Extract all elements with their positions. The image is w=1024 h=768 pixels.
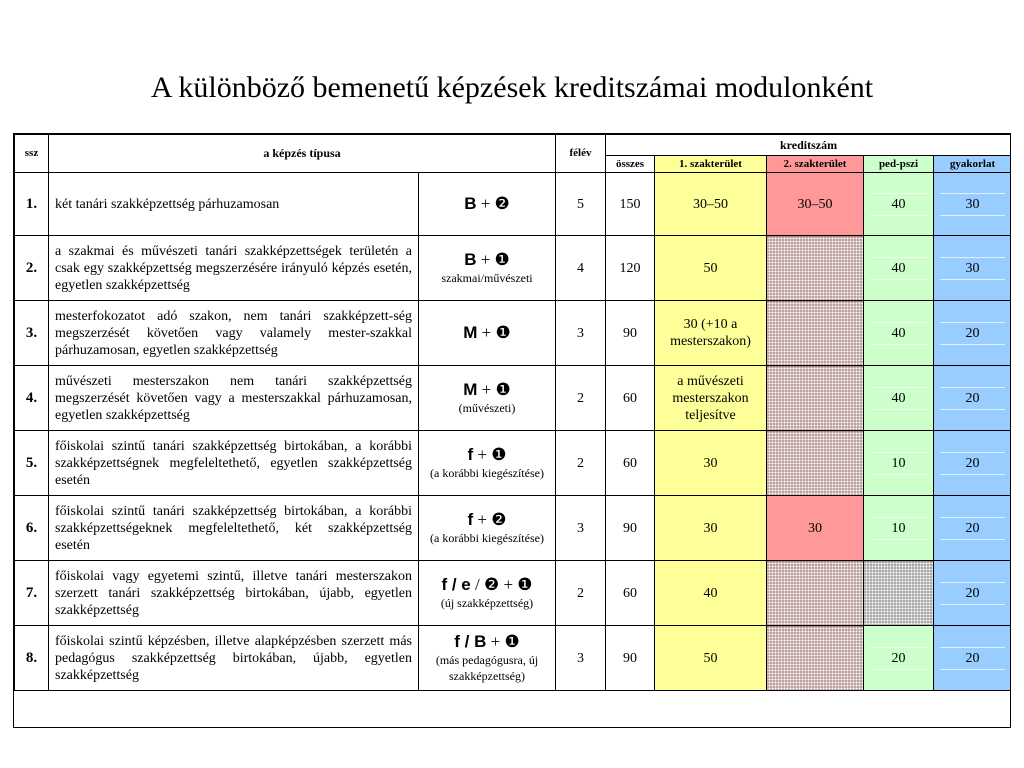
semester-count: 5 — [556, 173, 606, 236]
module-code-letter: B — [464, 250, 477, 269]
module-code-count: + ❷ — [473, 510, 507, 529]
credit-gyakorlat-value: 20 — [940, 322, 1005, 345]
credit-szakterulet-2 — [767, 626, 864, 691]
credit-gyakorlat — [934, 561, 1012, 626]
credit-szakterulet-1 — [655, 366, 767, 431]
module-code-note: (új szakképzettség) — [440, 596, 534, 610]
module-code — [419, 301, 556, 366]
semester-count: 2 — [556, 561, 606, 626]
credit-total: 120 — [606, 236, 655, 301]
credit-gyakorlat-value: 20 — [940, 582, 1005, 605]
training-type-description: főiskolai szintű tanári szakképzettség birtokában, a korábbi szakképzettségeknek megfeleltethető, két szakképzettség esetén — [49, 496, 419, 561]
credit-szakterulet-1-value: 30 (+10 a mesterszakon) — [670, 317, 751, 349]
table-row — [15, 626, 1012, 691]
credit-gyakorlat — [934, 431, 1012, 496]
credit-gyakorlat-value: 20 — [940, 452, 1005, 475]
module-code — [419, 496, 556, 561]
credit-ped-pszi-value: 40 — [870, 387, 928, 410]
semester-count: 3 — [556, 496, 606, 561]
semester-count: 4 — [556, 236, 606, 301]
module-code-note: (más pedagógusra, új szakképzettség) — [435, 653, 539, 683]
module-code-letter: f / e — [441, 575, 471, 594]
module-code-letter: M — [463, 380, 478, 399]
module-code-main — [419, 194, 555, 214]
module-code — [419, 236, 556, 301]
module-code-main — [419, 445, 555, 465]
credit-table — [14, 134, 1011, 691]
module-code-main — [419, 510, 555, 530]
credit-szakterulet-1 — [655, 236, 767, 301]
semester-count: 3 — [556, 301, 606, 366]
credit-gyakorlat — [934, 496, 1012, 561]
header-felev: félév — [556, 135, 606, 173]
row-number: 8. — [15, 626, 49, 691]
table-row — [15, 236, 1012, 301]
table-row — [15, 301, 1012, 366]
credit-ped-pszi-value: 10 — [870, 517, 928, 540]
row-number: 5. — [15, 431, 49, 496]
row-number: 6. — [15, 496, 49, 561]
credit-szakterulet-2 — [767, 366, 864, 431]
credit-szakterulet-2 — [767, 561, 864, 626]
credit-gyakorlat — [934, 236, 1012, 301]
credit-szakterulet-2 — [767, 236, 864, 301]
credit-gyakorlat — [934, 626, 1012, 691]
module-code-note: szakmai/művészeti — [441, 271, 533, 285]
table-row — [15, 431, 1012, 496]
row-number: 7. — [15, 561, 49, 626]
header-kreditszam: kreditszám — [606, 135, 1012, 156]
credit-szakterulet-1 — [655, 173, 767, 236]
credit-ped-pszi — [864, 496, 934, 561]
table-row — [15, 561, 1012, 626]
module-code-letter: B — [464, 194, 477, 213]
credit-total: 60 — [606, 366, 655, 431]
page-title: A különböző bemenetű képzések kreditszámai modulonként — [150, 71, 874, 104]
credit-ped-pszi — [864, 431, 934, 496]
credit-total: 60 — [606, 431, 655, 496]
module-code — [419, 431, 556, 496]
module-code-main — [419, 323, 555, 343]
module-code — [419, 366, 556, 431]
credit-ped-pszi — [864, 301, 934, 366]
module-code-count: + ❶ — [476, 250, 510, 269]
training-type-description: főiskolai szintű tanári szakképzettség birtokában, a korábbi szakképzettségnek megfeleltethető, egyetlen szakképzettség esetén — [49, 431, 419, 496]
credit-szakterulet-1-value: 50 — [703, 650, 718, 666]
module-code — [419, 561, 556, 626]
credit-szakterulet-2 — [767, 301, 864, 366]
module-code-letter: M — [463, 323, 478, 342]
credit-szakterulet-1 — [655, 301, 767, 366]
header-szakterulet-1: 1. szakterület — [655, 156, 767, 173]
module-code-main — [419, 250, 555, 270]
module-code-main — [419, 575, 555, 595]
header-ped-pszi: ped-pszi — [864, 156, 934, 173]
credit-szakterulet-1 — [655, 561, 767, 626]
credit-gyakorlat-value: 20 — [940, 647, 1005, 670]
credit-szakterulet-1-value: a művészeti mesterszakon teljesítve — [672, 373, 749, 423]
semester-count: 3 — [556, 626, 606, 691]
semester-count: 2 — [556, 366, 606, 431]
training-type-description: mesterfokozatot adó szakon, nem tanári szakképzett-ség megszerzését követően vagy valamely mester-szakkal párhuzamosan, egyetlen szakképzettség — [49, 301, 419, 366]
credit-szakterulet-1-value: 50 — [703, 260, 718, 276]
credit-ped-pszi — [864, 173, 934, 236]
credit-ped-pszi-value: 20 — [870, 647, 928, 670]
credit-szakterulet-1-value: 30 — [703, 455, 718, 471]
credit-total: 60 — [606, 561, 655, 626]
credit-szakterulet-1 — [655, 626, 767, 691]
module-code-count: + ❶ — [486, 632, 520, 651]
credit-szakterulet-2 — [767, 431, 864, 496]
row-number: 3. — [15, 301, 49, 366]
module-code-main — [419, 380, 555, 400]
module-code — [419, 626, 556, 691]
module-code — [419, 173, 556, 236]
credit-total: 90 — [606, 626, 655, 691]
credit-szakterulet-2 — [767, 496, 864, 561]
module-code-count: + ❷ — [476, 194, 510, 213]
credit-szakterulet-1 — [655, 431, 767, 496]
header-osszes: összes — [606, 156, 655, 173]
module-code-note: (a korábbi kiegészítése) — [430, 531, 544, 545]
credit-ped-pszi-value: 10 — [870, 452, 928, 475]
credit-ped-pszi-value: 40 — [870, 322, 928, 345]
row-number: 2. — [15, 236, 49, 301]
training-type-description: művészeti mesterszakon nem tanári szakképzettség megszerzését követően vagy a mesterszakkal párhuzamosan, egyetlen szakképzettség — [49, 366, 419, 431]
credit-ped-pszi-value: 40 — [870, 193, 928, 216]
credit-szakterulet-2 — [767, 173, 864, 236]
credit-szakterulet-2-value: 30 — [808, 520, 822, 536]
credit-table-frame — [13, 133, 1011, 728]
table-row — [15, 366, 1012, 431]
credit-gyakorlat-value: 20 — [940, 387, 1005, 410]
credit-gyakorlat — [934, 301, 1012, 366]
credit-ped-pszi — [864, 626, 934, 691]
credit-gyakorlat-value: 30 — [940, 193, 1005, 216]
credit-gyakorlat — [934, 366, 1012, 431]
header-szakterulet-2: 2. szakterület — [767, 156, 864, 173]
credit-gyakorlat — [934, 173, 1012, 236]
credit-gyakorlat-value: 30 — [940, 257, 1005, 280]
training-type-description: főiskolai szintű képzésben, illetve alapképzésben szerzett más pedagógus szakképzettség birtokában, újabb, egyetlen szakképzettség — [49, 626, 419, 691]
module-code-note: (művészeti) — [458, 401, 516, 415]
credit-szakterulet-1-value: 30 — [703, 520, 718, 536]
header-ssz: ssz — [15, 135, 49, 173]
module-code-note: (a korábbi kiegészítése) — [430, 466, 544, 480]
module-code-count: + ❶ — [477, 323, 511, 342]
credit-szakterulet-2-value: 30–50 — [797, 196, 833, 212]
table-row — [15, 496, 1012, 561]
module-code-count: + ❶ — [477, 380, 511, 399]
module-code-letter: f — [467, 445, 474, 464]
credit-total: 90 — [606, 301, 655, 366]
credit-ped-pszi-value: 40 — [870, 257, 928, 280]
training-type-description: két tanári szakképzettség párhuzamosan — [49, 173, 419, 236]
header-type: a képzés típusa — [49, 135, 556, 173]
credit-ped-pszi — [864, 366, 934, 431]
module-code-main — [419, 632, 555, 652]
row-number: 4. — [15, 366, 49, 431]
credit-total: 150 — [606, 173, 655, 236]
credit-ped-pszi — [864, 561, 934, 626]
credit-szakterulet-1-value: 30–50 — [693, 196, 728, 212]
module-code-letter: f — [467, 510, 474, 529]
credit-szakterulet-1-value: 40 — [703, 585, 718, 601]
training-type-description: főiskolai vagy egyetemi szintű, illetve tanári mesterszakon szerzett tanári szakképzettség birtokában, újabb, egyetlen szakképzettség — [49, 561, 419, 626]
credit-total: 90 — [606, 496, 655, 561]
semester-count: 2 — [556, 431, 606, 496]
module-code-count: + ❶ — [473, 445, 507, 464]
row-number: 1. — [15, 173, 49, 236]
table-row — [15, 173, 1012, 236]
module-code-count: / ❷ + ❶ — [470, 575, 533, 594]
credit-gyakorlat-value: 20 — [940, 517, 1005, 540]
credit-szakterulet-1 — [655, 496, 767, 561]
credit-ped-pszi — [864, 236, 934, 301]
module-code-letter: f / B — [454, 632, 487, 651]
header-gyakorlat: gyakorlat — [934, 156, 1012, 173]
training-type-description: a szakmai és művészeti tanári szakképzettségek területén a csak egy szakképzettség megszerzésére irányuló képzés esetén, egyetlen szakképzettség — [49, 236, 419, 301]
